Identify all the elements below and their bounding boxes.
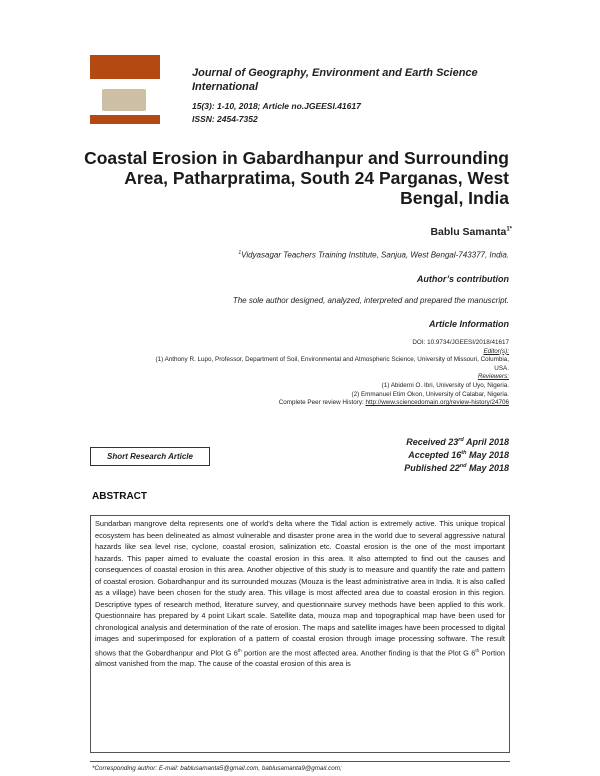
journal-logo: [90, 55, 160, 135]
affiliation: [238, 250, 509, 260]
author-name-text: Bablu Samanta: [430, 226, 507, 238]
abstract-heading: ABSTRACT: [92, 491, 147, 502]
logo-banner: [90, 55, 160, 79]
received-date: Received 23rd April 2018: [406, 437, 509, 447]
review-history: [156, 399, 510, 408]
article-info: [156, 339, 510, 408]
journal-name: Journal of Geography, Environment and Earth Science International: [192, 67, 478, 93]
abstract-box: [90, 515, 510, 753]
logo-image: [102, 89, 146, 111]
article-title: Coastal Erosion in Gabardhanpur and Surrounding Area, Patharpratima, South 24 Parganas, West Bengal, India: [84, 148, 509, 208]
abstract-text: Sundarban mangrove delta represents one of world’s delta where the Tidal action is extremely active. This unique tropical ecosystem has been delineated as almost vulnerable and disaster prone area in the world due to several aggressive natural hazards like sea level rise, cyclone, coastal erosion, salinization etc. Coastal erosion is the one of the most important hazards. This paper aimed to evaluate the coastal erosion in this area. It also attempted to find out the causes and consequences of coastal erosion in this area. Another objective of this study is to measure and quantify the rate and pattern of coastal erosion. Gobardhanpur and its surrounded mouzas (Mouza is the least administrative area in India. It is also called as a village) have been chosen for the study area. This village is most affected area due to coastal erosion in this region. Descriptive types of research method, literature survey, and questionnaire survey methods have been applied to this work. Questionnaire has prepared by 4 point Likart scale. Satellite data, mouza map and topographical map have been used for chronological analysis and determination of the rate of erosion. The maps and satellite images have been processed to digital images and superimposed for exploration of a pattern of coastal erosion through image processing software. The result shows that the Gobardhanpur and Plot G 6th portion are the most affected area. Another finding is that the Plot G 6th Portion almost vanished from the map. The cause of the coastal erosion of this area is: [95, 519, 505, 669]
journal-issn: ISSN: 2454-7352: [192, 114, 258, 124]
review-history-label: Complete Peer review History:: [278, 399, 364, 407]
journal-issue: 15(3): 1-10, 2018; Article no.JGEESI.41617: [192, 101, 361, 111]
contribution-text: The sole author designed, analyzed, interpreted and prepared the manuscript.: [232, 296, 509, 305]
review-history-link[interactable]: http://www.sciencedomain.org/review-history/24706: [365, 399, 509, 407]
editor-label: Editor(s):: [483, 347, 509, 355]
logo-footer: [90, 115, 160, 124]
footnote-divider: [90, 761, 510, 762]
accepted-date: Accepted 16th May 2018: [408, 450, 509, 460]
reviewers-label: Reviewers:: [477, 373, 509, 381]
contribution-heading: Author’s contribution: [416, 274, 509, 284]
published-date: Published 22nd May 2018: [404, 463, 509, 473]
dates-block: [404, 435, 509, 474]
affiliation-mark: 1: [238, 250, 242, 256]
article-type-box: [90, 447, 210, 466]
reviewer-2: (2) Emmanuel Etim Okon, University of Calabar, Nigeria.: [351, 390, 509, 398]
article-type-label: Short Research Article: [107, 452, 193, 461]
reviewer-1: (1) Abiderni O. Ibri, University of Uyo, Nigeria.: [381, 381, 509, 389]
editor-country: USA.: [494, 364, 509, 372]
corresponding-author-footnote: *Corresponding author: E-mail: bablusamanta5@gmail.com, bablusamanta9@gmail.com;: [92, 765, 342, 772]
author-name: [430, 226, 512, 238]
affiliation-text: Vidyasagar Teachers Training Institute, Sanjua, West Bengal-743377, India.: [241, 250, 509, 260]
editor: (1) Anthony R. Lupo, Professor, Department of Soil, Environmental and Atmospheric Science, University of Missouri, Columbia,: [155, 356, 509, 364]
article-info-heading: Article Information: [428, 319, 509, 329]
doi: DOI: 10.9734/JGEESI/2018/41617: [412, 339, 509, 346]
author-mark: 1*: [506, 226, 512, 233]
